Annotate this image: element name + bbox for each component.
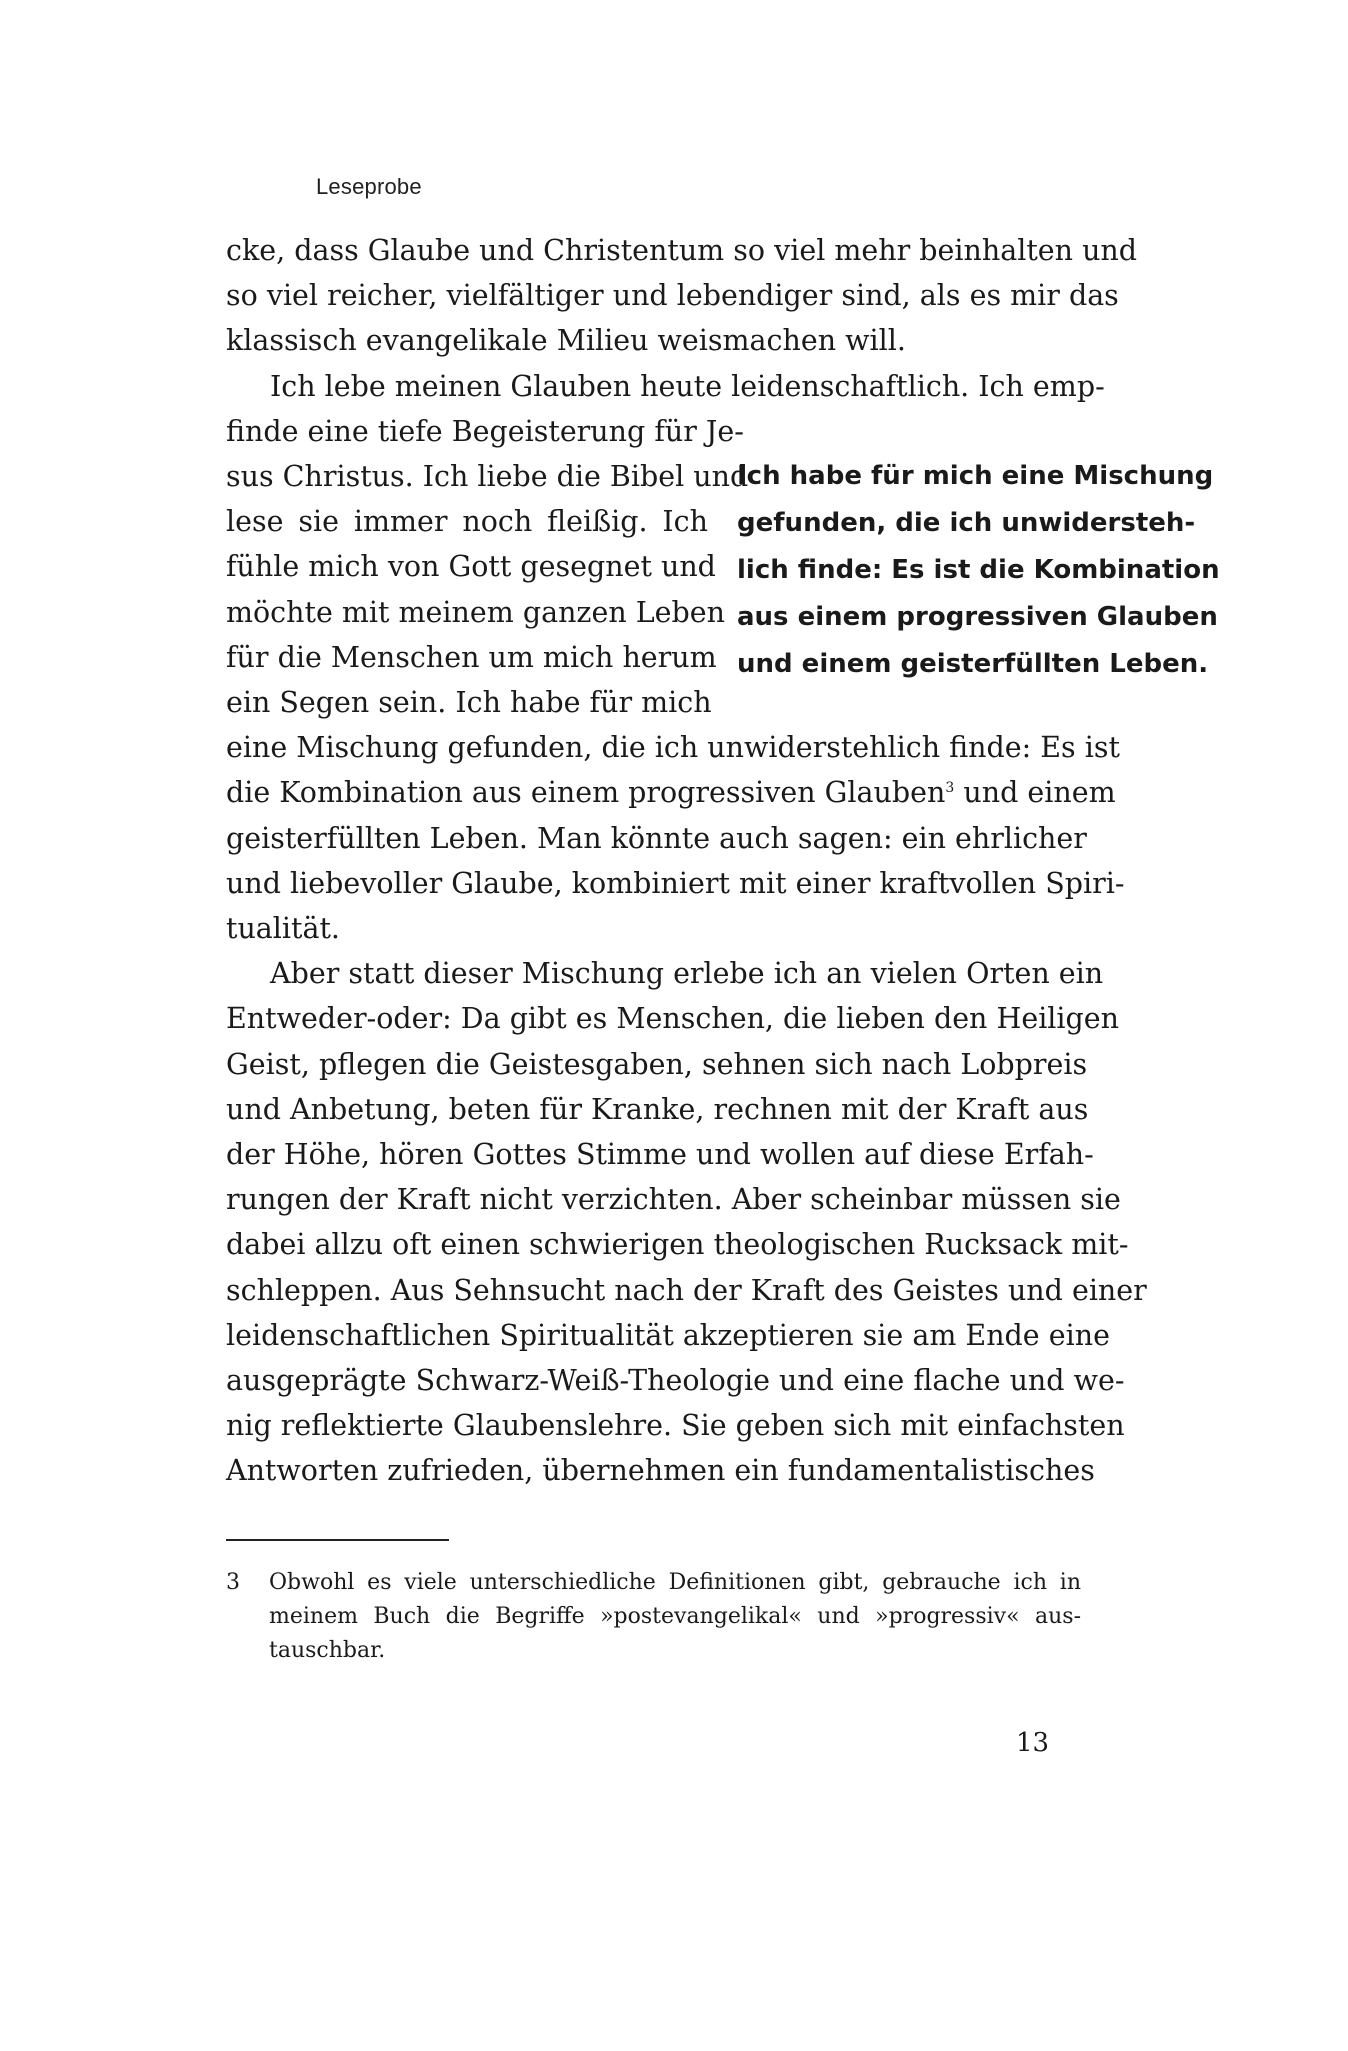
body-line: geisterfüllten Leben. Man könnte auch sagen: ein ehrlicher [226,821,1087,855]
body-line: klassisch evangelikale Milieu weismachen will. [226,324,906,358]
pull-quote [737,453,1220,688]
footnote-text [269,1566,1081,1668]
pull-quote-line: lich finde: Es ist die Kombination [737,555,1220,585]
body-line: lese sie immer noch fleißig. Ich [226,505,708,539]
footnote-line: tauschbar. [269,1638,386,1663]
body-line: ausgeprägte Schwarz-Weiß-Theologie und eine flache und we- [226,1364,1125,1397]
page-number: 13 [1016,1728,1050,1758]
body-line: der Höhe, hören Gottes Stimme und wollen auf diese Erfah- [226,1138,1094,1171]
body-line: Antworten zufrieden, übernehmen ein fundamentalistisches [226,1454,1095,1488]
body-line: ein Segen sein. Ich habe für mich [226,686,712,719]
footnote-reference: 3 [945,780,955,797]
footnote-line: meinem Buch die Begriffe »postevangelikal« und »progressiv« aus- [269,1604,1081,1629]
footnote-separator [226,1539,449,1541]
body-line: tualität. [226,912,340,945]
footnote-line: Obwohl es viele unterschiedliche Definitionen gibt, gebrauche ich in [269,1570,1081,1595]
running-header: Leseprobe [316,174,422,199]
pull-quote-line: Ich habe für mich eine Mischung [737,461,1214,491]
body-line: und liebevoller Glaube, kombiniert mit einer kraftvollen Spiri- [226,866,1125,900]
body-line: eine Mischung gefunden, die ich unwiderstehlich finde: Es ist [226,731,1120,765]
body-line: Aber statt dieser Mischung erlebe ich an vielen Orten ein [270,957,1104,991]
body-line: und Anbetung, beten für Kranke, rechnen mit der Kraft aus [226,1092,1089,1126]
pull-quote-line: aus einem progressiven Glauben [737,602,1218,632]
body-line: für die Menschen um mich herum [226,640,717,674]
body-line: rungen der Kraft nicht verzichten. Aber scheinbar müssen sie [226,1183,1121,1217]
body-line: die Kombination aus einem progressiven Glauben$^3$ und einem [226,776,1116,810]
body-line: sus Christus. Ich liebe die Bibel und [226,460,749,493]
body-line: Entweder-oder: Da gibt es Menschen, die lieben den Heiligen [226,1002,1120,1036]
body-line: Geist, pflegen die Geistesgaben, sehnen sich nach Lobpreis [226,1047,1088,1081]
body-line: finde eine tiefe Begeisterung für Je- [226,414,744,448]
footnote-number: 3 [226,1570,240,1595]
body-line: schleppen. Aus Sehnsucht nach der Kraft des Geistes und einer [226,1273,1147,1307]
pull-quote-line: gefunden, die ich unwidersteh- [737,508,1196,538]
body-line: dabei allzu oft einen schwierigen theologischen Rucksack mit- [226,1228,1129,1262]
body-line: möchte mit meinem ganzen Leben [226,595,725,629]
body-line: cke, dass Glaube und Christentum so viel mehr beinhalten und [226,234,1138,267]
body-line: fühle mich von Gott gesegnet und [226,550,716,584]
body-line: leidenschaftlichen Spiritualität akzeptieren sie am Ende eine [226,1318,1110,1352]
body-line: Ich lebe meinen Glauben heute leidenschaftlich. Ich emp- [270,369,1105,403]
body-line: nig reflektierte Glaubenslehre. Sie geben sich mit einfachsten [226,1409,1125,1443]
pull-quote-line: und einem geisterfüllten Leben. [737,649,1209,679]
body-line: so viel reicher, vielfältiger und lebendiger sind, als es mir das [226,279,1119,313]
